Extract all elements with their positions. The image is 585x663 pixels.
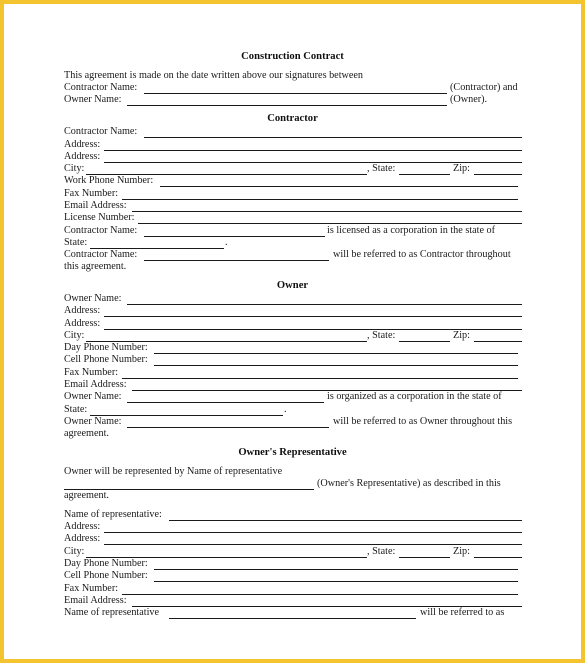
document-title: Construction Contract: [241, 51, 344, 62]
representative-address2-field[interactable]: [104, 544, 522, 545]
owner-corp-label: Owner Name:: [64, 391, 122, 402]
intro-text: This agreement is made on the date written above our signatures between: [64, 70, 364, 81]
contractor-state-of-period: .: [225, 237, 228, 248]
contractor-corp-label: Contractor Name:: [64, 225, 138, 236]
contractor-work-phone-label: Work Phone Number:: [64, 175, 154, 186]
contractor-license-field[interactable]: [138, 223, 522, 224]
representative-zip-label: Zip:: [453, 546, 470, 557]
representative-day-phone-field[interactable]: [154, 569, 518, 570]
owner-fax-label: Fax Number:: [64, 367, 119, 378]
contractor-fax-label: Fax Number:: [64, 188, 119, 199]
owner-cell-phone-label: Cell Phone Number:: [64, 354, 148, 365]
owner-heading: Owner: [276, 280, 309, 291]
owner-zip-label: Zip:: [453, 330, 470, 341]
owner-day-phone-label: Day Phone Number:: [64, 342, 148, 353]
intro-owner-field[interactable]: [127, 105, 447, 106]
contractor-fax-field[interactable]: [122, 199, 518, 200]
owner-address2-label: Address:: [64, 318, 101, 329]
owner-fax-field[interactable]: [122, 378, 518, 379]
intro-contractor-field[interactable]: [144, 93, 447, 94]
contractor-email-field[interactable]: [132, 211, 522, 212]
representative-zip-field[interactable]: [474, 557, 522, 558]
contractor-zip-field[interactable]: [474, 174, 522, 175]
representative-fax-label: Fax Number:: [64, 583, 119, 594]
owner-day-phone-field[interactable]: [154, 353, 518, 354]
representative-last-label: Name of representative: [64, 607, 160, 618]
representative-fax-field[interactable]: [122, 594, 518, 595]
representative-name-field[interactable]: [169, 520, 522, 521]
intro-contractor-label: Contractor Name:: [64, 82, 138, 93]
owner-address1-field[interactable]: [104, 316, 522, 317]
owner-state-of-label: State:: [64, 404, 88, 415]
contractor-state-of-label: State:: [64, 237, 88, 248]
contractor-city-label: City:: [64, 163, 85, 174]
representative-address2-label: Address:: [64, 533, 101, 544]
contractor-email-label: Email Address:: [64, 200, 127, 211]
representative-state-field[interactable]: [399, 557, 450, 558]
document-page: [4, 4, 581, 659]
owner-address1-label: Address:: [64, 305, 101, 316]
owner-state-of-period: .: [284, 404, 287, 415]
owner-name-field[interactable]: [127, 304, 522, 305]
representative-last-text: will be referred to as: [420, 607, 505, 618]
representative-intro-end: agreement.: [64, 490, 109, 501]
contractor-state-label: , State:: [367, 163, 396, 174]
owner-corp-field[interactable]: [127, 402, 324, 403]
representative-address1-field[interactable]: [104, 532, 522, 533]
contractor-name-field[interactable]: [144, 137, 522, 138]
representative-day-phone-label: Day Phone Number:: [64, 558, 148, 569]
representative-heading: Owner's Representative: [238, 447, 347, 458]
owner-state-field[interactable]: [399, 341, 450, 342]
intro-owner-suffix: (Owner).: [450, 94, 488, 105]
contractor-address1-field[interactable]: [104, 150, 522, 151]
contractor-work-phone-field[interactable]: [160, 186, 518, 187]
representative-name-label: Name of representative:: [64, 509, 162, 520]
contractor-license-label: License Number:: [64, 212, 135, 223]
owner-ref-field[interactable]: [127, 427, 329, 428]
representative-state-label: , State:: [367, 546, 396, 557]
representative-address1-label: Address:: [64, 521, 101, 532]
contractor-state-field[interactable]: [399, 174, 450, 175]
contractor-ref-end: this agreement.: [64, 261, 127, 272]
contractor-corp-text: is licensed as a corporation in the state of: [327, 225, 496, 236]
owner-cell-phone-field[interactable]: [154, 365, 518, 366]
representative-cell-phone-label: Cell Phone Number:: [64, 570, 148, 581]
contractor-ref-label: Contractor Name:: [64, 249, 138, 260]
owner-email-label: Email Address:: [64, 379, 127, 390]
intro-contractor-suffix: (Contractor) and: [450, 82, 518, 93]
owner-zip-field[interactable]: [474, 341, 522, 342]
owner-state-label: , State:: [367, 330, 396, 341]
contractor-corp-field[interactable]: [144, 236, 325, 237]
representative-city-label: City:: [64, 546, 85, 557]
owner-ref-text: will be referred to as Owner throughout this: [333, 416, 513, 427]
contractor-address2-label: Address:: [64, 151, 101, 162]
contractor-address1-label: Address:: [64, 139, 101, 150]
contractor-zip-label: Zip:: [453, 163, 470, 174]
contractor-ref-text: will be referred to as Contractor throughout: [333, 249, 511, 260]
representative-email-label: Email Address:: [64, 595, 127, 606]
contractor-name-label: Contractor Name:: [64, 126, 138, 137]
intro-owner-label: Owner Name:: [64, 94, 122, 105]
representative-intro-suffix: (Owner's Representative) as described in this: [317, 478, 501, 489]
representative-cell-phone-field[interactable]: [154, 581, 518, 582]
contractor-ref-field[interactable]: [144, 260, 329, 261]
owner-city-label: City:: [64, 330, 85, 341]
owner-ref-end: agreement.: [64, 428, 109, 439]
owner-ref-label: Owner Name:: [64, 416, 122, 427]
owner-name-label: Owner Name:: [64, 293, 122, 304]
contractor-heading: Contractor: [267, 113, 318, 124]
representative-last-field[interactable]: [169, 618, 416, 619]
owner-corp-text: is organized as a corporation in the state of: [327, 391, 502, 402]
representative-intro: Owner will be represented by Name of representative: [64, 466, 283, 477]
